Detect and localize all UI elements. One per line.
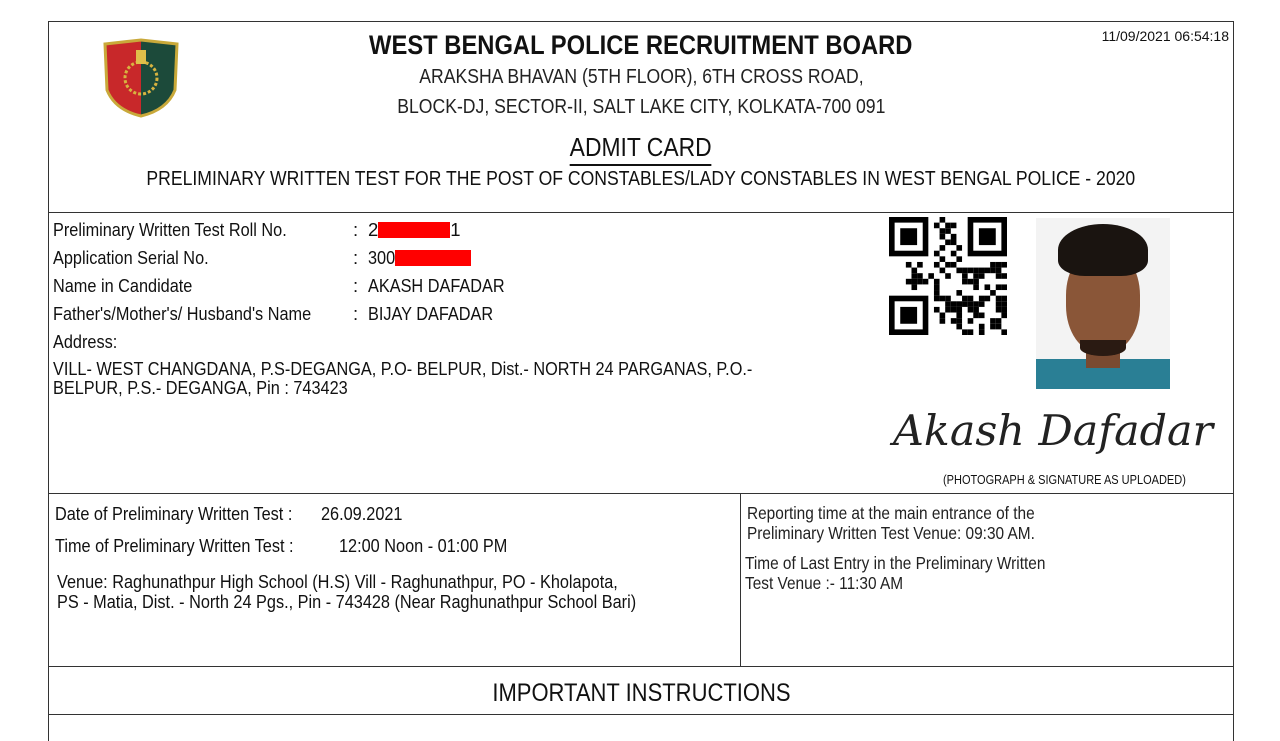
- photo-note: (PHOTOGRAPH & SIGNATURE AS UPLOADED): [943, 473, 1186, 487]
- qr-code: [889, 217, 1007, 340]
- column-divider: [740, 493, 741, 666]
- reporting-time: Reporting time at the main entrance of the Preliminary Written Test Venue: 09:30 AM.: [747, 503, 1035, 543]
- divider: [49, 714, 1233, 715]
- instructions-heading: IMPORTANT INSTRUCTIONS: [491, 679, 791, 707]
- venue: Venue: Raghunathpur High School (H.S) Vill - Raghunathpur, PO - Kholapota, PS - Matia, Dist. - North 24 Pgs., Pin - 743428 (Near Raghunathpur School Bari): [57, 571, 637, 612]
- admit-card: [48, 21, 1234, 741]
- exam-date-row: Date of Preliminary Written Test : 26.09.2021: [55, 503, 403, 524]
- exam-time-row: Time of Preliminary Written Test : 12:00 Noon - 01:00 PM: [55, 535, 508, 556]
- candidate-name-row: Name in Candidate : AKASH DAFADAR: [53, 275, 505, 296]
- candidate-address: VILL- WEST CHANGDANA, P.S-DEGANGA, P.O- BELPUR, Dist.- NORTH 24 PARGANAS, P.O.- BELPUR, P.S.- DEGANGA, Pin : 743423: [53, 358, 753, 398]
- address-line-1: ARAKSHA BHAVAN (5TH FLOOR), 6TH CROSS ROAD,: [418, 66, 864, 88]
- divider: [49, 493, 1233, 494]
- board-title: WEST BENGAL POLICE RECRUITMENT BOARD: [369, 30, 913, 60]
- svg-text:Akash Dafadar: Akash Dafadar: [889, 406, 1216, 455]
- candidate-signature: [889, 397, 1219, 472]
- redaction: [395, 250, 471, 266]
- address-label: Address:: [53, 331, 118, 352]
- timestamp: 11/09/2021 06:54:18: [1101, 28, 1229, 44]
- address-line-2: BLOCK-DJ, SECTOR-II, SALT LAKE CITY, KOLKATA-700 091: [396, 96, 886, 118]
- divider: [49, 666, 1233, 667]
- last-entry-time: Time of Last Entry in the Preliminary Written Test Venue :- 11:30 AM: [745, 553, 1046, 593]
- serial-no-row: Application Serial No. : 300: [53, 247, 230, 269]
- divider: [49, 212, 1233, 213]
- exam-subtitle: PRELIMINARY WRITTEN TEST FOR THE POST OF CONSTABLES/LADY CONSTABLES IN WEST BENGAL POLICE - 2020: [146, 168, 1136, 190]
- admit-card-heading: ADMIT CARD: [49, 132, 1233, 166]
- roll-no-row: Preliminary Written Test Roll No. : 2 1: [53, 219, 461, 240]
- redaction: [378, 222, 450, 238]
- guardian-name-row: Father's/Mother's/ Husband's Name : BIJAY DAFADAR: [53, 303, 494, 324]
- candidate-photo: [1036, 218, 1170, 389]
